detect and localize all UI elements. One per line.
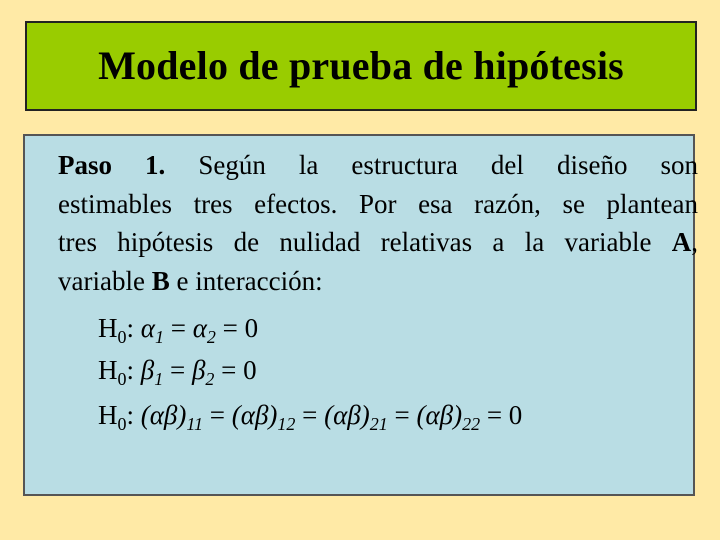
alpha-2-subscript: 2 bbox=[206, 327, 216, 347]
hyp-colon: : bbox=[126, 313, 141, 343]
alphabeta-22-subscript: 22 bbox=[462, 414, 481, 434]
h-subscript: 0 bbox=[117, 414, 127, 434]
h-subscript: 0 bbox=[117, 327, 127, 347]
paragraph-line-4 bbox=[58, 262, 698, 301]
variable-b: B bbox=[151, 265, 170, 296]
line-3-comma: , bbox=[691, 227, 698, 257]
beta-1-subscript: 1 bbox=[154, 369, 164, 389]
h-subscript: 0 bbox=[117, 369, 127, 389]
variable-a: A bbox=[671, 227, 692, 257]
beta-1: β bbox=[140, 355, 155, 385]
alpha-2: α bbox=[192, 313, 207, 343]
step-label: Paso 1. bbox=[58, 150, 166, 180]
hypothesis-interaction bbox=[98, 400, 523, 434]
h-symbol: H bbox=[98, 313, 118, 343]
beta-2: β bbox=[191, 355, 206, 385]
hyp-equals-zero: = 0 bbox=[214, 355, 257, 385]
slide-title: Modelo de prueba de hipótesis bbox=[98, 42, 624, 88]
hyp-equals: = bbox=[295, 400, 325, 430]
hyp-equals: = bbox=[163, 355, 192, 385]
line-4-text-a: variable bbox=[58, 265, 152, 296]
paragraph-line-2: estimables tres efectos. Por esa razón, se plantean bbox=[58, 188, 698, 219]
alphabeta-22: (αβ) bbox=[416, 400, 463, 430]
title-box bbox=[25, 21, 697, 111]
alphabeta-12: (αβ) bbox=[231, 400, 278, 430]
alphabeta-21: (αβ) bbox=[324, 400, 370, 430]
h-symbol: H bbox=[98, 355, 118, 385]
hyp-equals: = bbox=[163, 313, 193, 343]
alphabeta-21-subscript: 21 bbox=[369, 414, 388, 434]
line-4-text-b: e interacción: bbox=[169, 265, 323, 296]
paragraph-line-1 bbox=[58, 146, 698, 185]
beta-2-subscript: 2 bbox=[205, 369, 215, 389]
alphabeta-12-subscript: 12 bbox=[277, 414, 296, 434]
alphabeta-11-subscript: 11 bbox=[186, 414, 204, 434]
hyp-equals-zero: = 0 bbox=[215, 313, 259, 343]
h-symbol: H bbox=[98, 400, 118, 430]
alpha-1-subscript: 1 bbox=[154, 327, 164, 347]
alphabeta-11: (αβ) bbox=[140, 400, 187, 430]
hyp-equals-zero: = 0 bbox=[480, 400, 523, 430]
hyp-equals: = bbox=[387, 400, 417, 430]
alpha-1: α bbox=[140, 313, 155, 343]
line-3-text: tres hipótesis de nulidad relativas a la variable bbox=[58, 227, 672, 257]
content-box bbox=[23, 134, 698, 496]
hypothesis-a bbox=[98, 313, 259, 347]
hypothesis-b bbox=[98, 355, 257, 389]
step-paragraph bbox=[58, 146, 698, 300]
hyp-colon: : bbox=[126, 400, 141, 430]
line-1-text: Según la estructura del diseño son bbox=[165, 150, 698, 180]
hyp-colon: : bbox=[126, 355, 141, 385]
hyp-equals: = bbox=[203, 400, 232, 430]
paragraph-line-3 bbox=[58, 223, 698, 262]
